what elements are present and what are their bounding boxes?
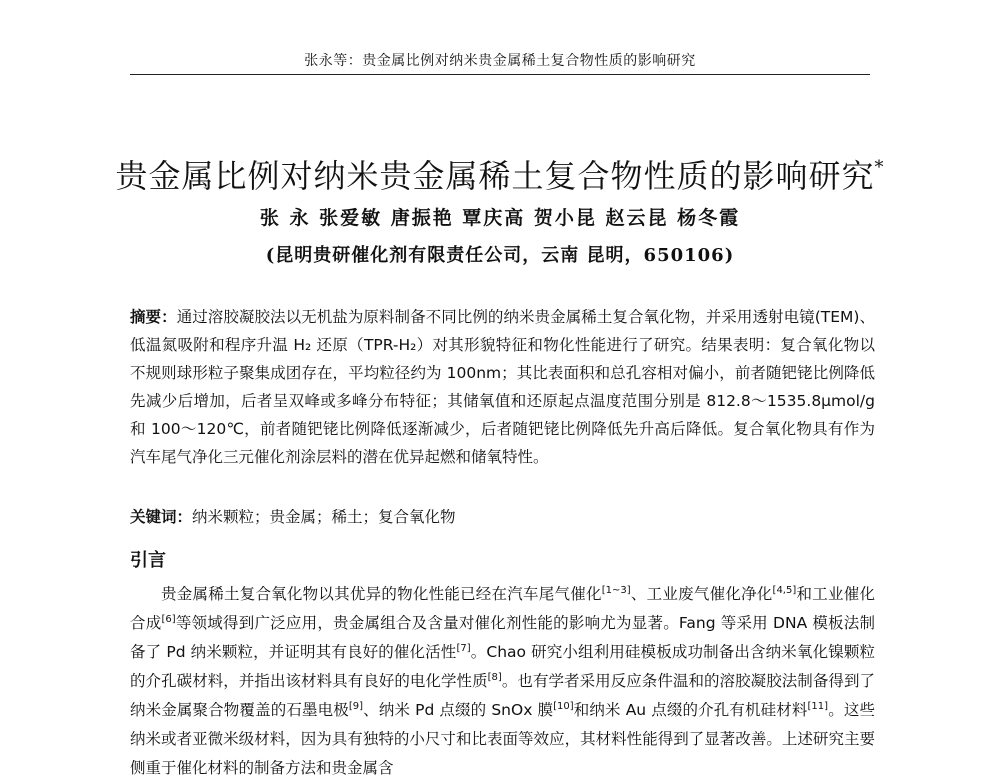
intro-text: 。也有学者采用反应条件温和的溶胶凝胶法制备得到了纳米金属聚合物覆盖的石墨电极: [130, 672, 875, 719]
abstract: [130, 303, 875, 471]
intro-text: 。这些纳米或者亚微米级材料，因为具有独特的小尺寸和比表面等效应，其材料性能得到了显著改善。上述研究主要侧重于催化材料的制备方法和贵金属含: [130, 701, 875, 777]
running-header: 张永等：贵金属比例对纳米贵金属稀土复合物性质的影响研究: [304, 53, 696, 69]
section-heading-introduction: 引言: [130, 550, 166, 571]
keywords-label: 关键词：: [130, 508, 193, 526]
citation: [9]: [348, 700, 364, 712]
intro-text: 、纳米 Pd 点缀的 SnOx 膜: [363, 701, 554, 719]
author-list: 张 永 张爱敏 唐振艳 覃庆高 贺小昆 赵云昆 杨冬霞: [259, 207, 741, 229]
citation: [10]: [553, 700, 574, 712]
citation: [11]: [807, 700, 829, 712]
citation: [8]: [487, 671, 502, 683]
abstract-label: 摘要：: [130, 308, 177, 326]
header-rule: [130, 74, 870, 75]
intro-text: 贵金属稀土复合氧化物以其优异的物化性能已经在汽车尾气催化: [161, 585, 602, 603]
intro-text: 和工业催化合成: [130, 585, 875, 632]
abstract-text: 通过溶胶凝胶法以无机盐为原料制备不同比例的纳米贵金属稀土复合氧化物，并采用透射电镜(TEM)、低温氮吸附和程序升温 H₂ 还原（TPR-H₂）对其形貌特征和物化性能进行了研究。结果表明：复合氧化物以不规则球形粒子聚集成团存在，平均粒径约为 100nm；其比表面积和总孔容相对偏小，前者随钯铑比例降低先减少后增加，后者呈双峰或多峰分布特征；其储氧值和还原起点温度范围分别是 812.8～1535.8μmol/g 和 100～120℃，前者随钯铑比例降低逐渐减少，后者随钯铑比例降低先升高后降低。复合氧化物具有作为汽车尾气净化三元催化剂涂层料的潜在优异起燃和储氧特性。: [130, 308, 875, 466]
introduction-paragraph: [130, 580, 875, 783]
keywords: [130, 503, 875, 531]
citation: [7]: [456, 642, 471, 654]
intro-text: 等领域得到广泛应用，贵金属组合及含量对催化剂性能的影响尤为显著。Fang 等采用 DNA 模板法制备了 Pd 纳米颗粒，并证明其有良好的催化活性: [130, 614, 875, 661]
intro-text: 、工业废气催化净化: [630, 585, 773, 603]
intro-text: 和纳米 Au 点缀的介孔有机硅材料: [573, 701, 808, 719]
title-footnote-mark: *: [874, 157, 885, 179]
keywords-text: 纳米颗粒；贵金属；稀土；复合氧化物: [192, 508, 456, 526]
citation: [6]: [161, 613, 176, 625]
paper-title: [0, 151, 1000, 197]
citation: [4,5]: [772, 584, 797, 596]
citation: [1~3]: [601, 584, 631, 596]
affiliation: (昆明贵研催化剂有限责任公司，云南 昆明，650106): [265, 245, 735, 266]
title-text: 贵金属比例对纳米贵金属稀土复合物性质的影响研究: [115, 157, 875, 196]
intro-text: 。Chao 研究小组利用硅模板成功制备出含纳米氧化镍颗粒的介孔碳材料，并指出该材料具有良好的电化学性质: [130, 643, 875, 690]
